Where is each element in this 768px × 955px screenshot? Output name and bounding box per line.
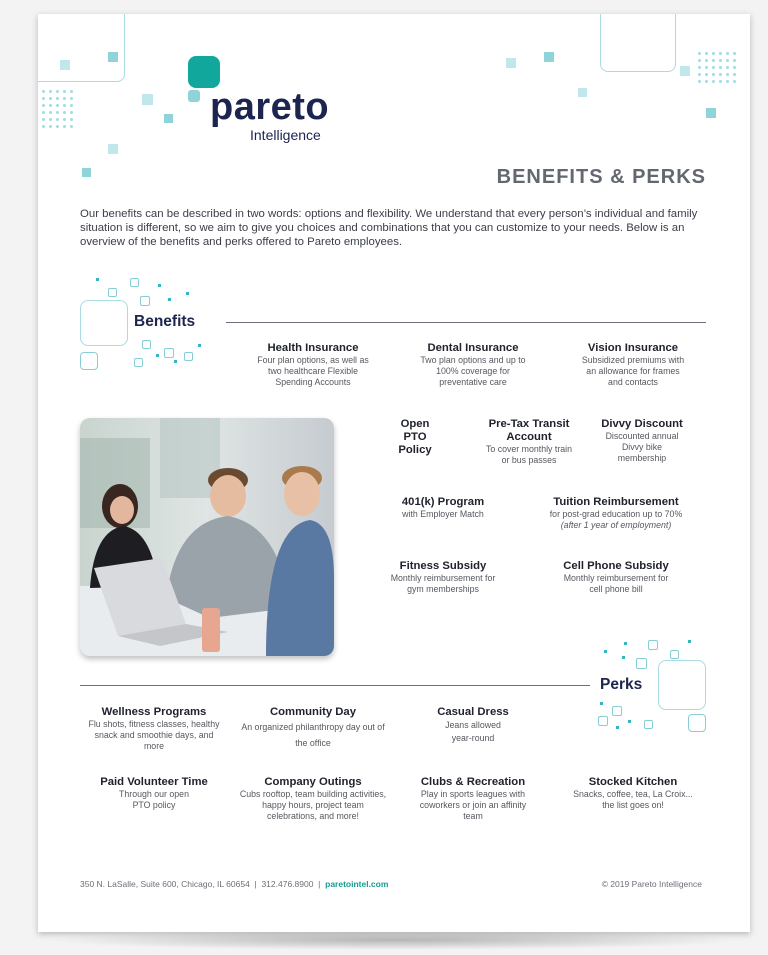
benefit-desc: Monthly reimbursement for cell phone bill <box>563 573 669 594</box>
perk-title: Stocked Kitchen <box>588 776 678 788</box>
decor-dot <box>96 278 99 281</box>
decor-square <box>80 352 98 370</box>
perk-item <box>238 776 388 822</box>
benefits-divider <box>226 322 706 323</box>
perk-desc: Through our open PTO policy <box>119 789 189 810</box>
decor-dot <box>624 642 627 645</box>
page-title: BENEFITS & PERKS <box>496 166 706 188</box>
decor-square <box>598 716 608 726</box>
decor-dot <box>174 360 177 363</box>
perk-title: Clubs & Recreation <box>420 776 526 788</box>
decor-square <box>636 658 647 669</box>
decor-square <box>670 650 679 659</box>
benefit-item <box>526 496 706 531</box>
benefit-item <box>548 560 684 595</box>
decor-square <box>164 348 174 358</box>
decor-outline-square <box>80 300 128 346</box>
decor-square <box>142 94 153 105</box>
benefit-title: Dental Insurance <box>427 342 519 354</box>
decor-square <box>108 144 118 154</box>
benefit-desc: Four plan options, as well as two healthcare Flexible Spending Accounts <box>257 355 369 387</box>
benefit-note-text: (after 1 year of employment) <box>560 520 672 530</box>
benefit-desc: Monthly reimbursement for gym memberships <box>390 573 496 594</box>
brand-name: pareto <box>210 86 330 128</box>
decor-dot <box>604 650 607 653</box>
brand-subtitle: Intelligence <box>250 127 321 143</box>
perk-title: Company Outings <box>264 776 362 788</box>
perk-item <box>568 776 698 811</box>
benefit-desc: To cover monthly train or bus passes <box>485 444 573 465</box>
decor-dot <box>616 726 619 729</box>
benefit-desc: Subsidized premiums with an allowance for frames and contacts <box>581 355 685 387</box>
decor-square <box>688 714 706 732</box>
footer-copyright: © 2019 Pareto Intelligence <box>601 879 702 889</box>
perk-desc: Cubs rooftop, team building activities, happy hours, project team celebrations, and more! <box>239 789 387 821</box>
document-page <box>38 14 750 932</box>
intro-paragraph: Our benefits can be described in two words: options and flexibility. We understand that every person’s individual and family situation is different, so we aim to give you choices and combinations that you can customize to your needs. Below is an overview of the benefits and perks offered to Pareto employees. <box>80 208 698 248</box>
decor-dot <box>198 344 201 347</box>
perk-item <box>408 776 538 822</box>
decor-outline-square <box>600 14 676 72</box>
perk-desc: Flu shots, fitness classes, healthy snack and smoothie days, and more <box>88 719 220 751</box>
decor-square <box>108 52 118 62</box>
benefit-title: Fitness Subsidy <box>399 560 487 572</box>
perks-heading: Perks <box>600 676 643 693</box>
benefits-heading: Benefits <box>134 313 196 330</box>
decor-square <box>578 88 587 97</box>
benefit-item <box>474 418 584 466</box>
decor-square <box>134 358 143 367</box>
decor-square <box>706 108 716 118</box>
benefit-title: Health Insurance <box>267 342 359 354</box>
benefit-title: 401(k) Program <box>401 496 485 508</box>
decor-square <box>644 720 653 729</box>
decor-outline-square <box>38 14 125 82</box>
decor-dot <box>622 656 625 659</box>
benefit-desc: with Employer Match <box>402 509 484 519</box>
benefit-item <box>380 560 506 595</box>
perk-title: Casual Dress <box>437 706 509 718</box>
footer-website-link[interactable]: paretointel.com <box>325 879 389 889</box>
decor-square <box>680 66 690 76</box>
decor-dot <box>688 640 691 643</box>
decor-square <box>130 278 139 287</box>
benefit-item <box>568 342 698 388</box>
benefit-title: Divvy Discount <box>601 418 683 430</box>
decor-square <box>142 340 151 349</box>
perk-desc: Play in sports leagues with coworkers or join an affinity team <box>419 789 527 821</box>
benefit-desc: Discounted annual Divvy bike membership <box>605 431 679 463</box>
perk-item <box>84 776 224 811</box>
perk-title: Wellness Programs <box>101 706 207 718</box>
decor-dot <box>628 720 631 723</box>
benefit-title: Open PTO Policy <box>398 418 432 456</box>
decor-square <box>648 640 658 650</box>
benefit-desc: for post-grad education up to 70% <box>549 509 683 519</box>
perk-item <box>418 706 528 745</box>
perk-item <box>238 706 388 751</box>
perk-desc: An organized philanthropy day out of the office <box>241 722 385 748</box>
logo-mark-icon <box>188 56 220 88</box>
footer-address-text: 350 N. LaSalle, Suite 600, Chicago, IL 60654 | 312.476.8900 | <box>80 879 326 889</box>
decor-dot <box>158 284 161 287</box>
perks-divider <box>80 685 590 686</box>
perk-title: Community Day <box>270 706 356 718</box>
benefit-item <box>408 342 538 388</box>
decor-outline-square <box>658 660 706 710</box>
perk-desc: Jeans allowed year-round <box>445 720 501 743</box>
benefit-title: Pre-Tax Transit Account <box>488 418 570 443</box>
decor-square <box>108 288 117 297</box>
decor-square <box>544 52 554 62</box>
decor-square <box>82 168 91 177</box>
decor-dot <box>600 702 603 705</box>
benefit-title: Vision Insurance <box>587 342 679 354</box>
perk-item <box>84 706 224 752</box>
decor-dot <box>156 354 159 357</box>
decor-square <box>184 352 193 361</box>
benefit-item <box>248 342 378 388</box>
team-photo <box>80 418 334 656</box>
footer-address <box>80 879 388 889</box>
perk-desc: Snacks, coffee, tea, La Croix... the list goes on! <box>573 789 693 810</box>
benefit-title: Tuition Reimbursement <box>553 496 679 508</box>
benefit-item <box>380 496 506 520</box>
benefit-item <box>590 418 694 464</box>
decor-square <box>506 58 516 68</box>
decor-dot-grid <box>42 90 73 128</box>
decor-square <box>140 296 150 306</box>
decor-dot <box>168 298 171 301</box>
decor-square <box>164 114 173 123</box>
decor-dot-grid <box>698 52 736 83</box>
decor-square <box>60 60 70 70</box>
perk-title: Paid Volunteer Time <box>100 776 208 788</box>
benefit-desc: Two plan options and up to 100% coverage for preventative care <box>420 355 526 387</box>
decor-dot <box>186 292 189 295</box>
logo-mark-accent-icon <box>188 90 200 102</box>
page-shadow <box>44 930 744 950</box>
decor-square <box>612 706 622 716</box>
benefit-item <box>388 418 442 457</box>
benefit-title: Cell Phone Subsidy <box>563 560 669 572</box>
benefit-note <box>526 520 706 531</box>
